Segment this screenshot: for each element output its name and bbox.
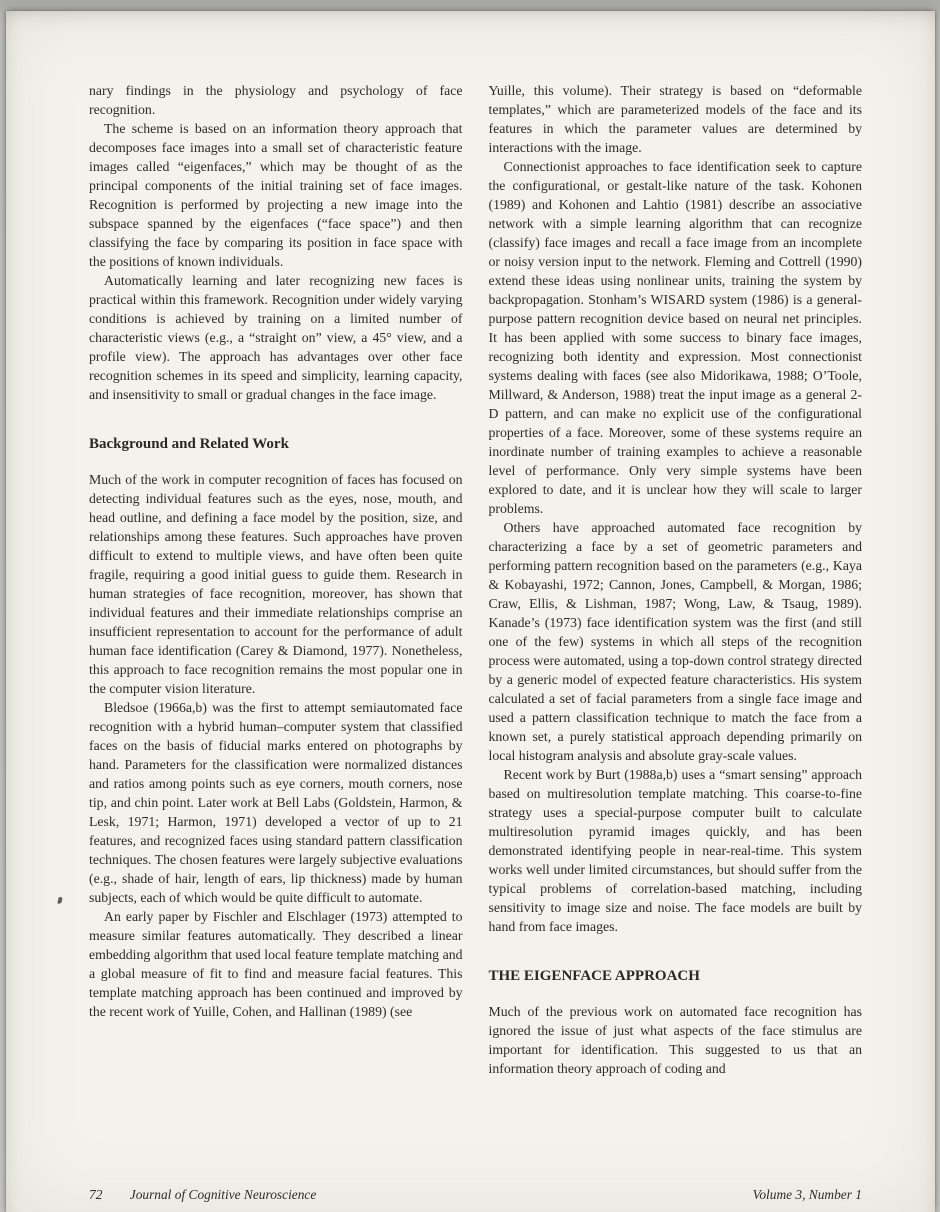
paragraph-bledsoe: Bledsoe (1966a,b) was the first to attempt semiautomated face recognition with a hybrid human–computer system that classified faces on the basis of fiducial marks entered on photographs by hand. Parameters for the classification were normalized distances and ratios among points such as eye corners, mouth corners, nose tip, and chin point. Later work at Bell Labs (Goldstein, Harmon, & Lesk, 1971; Harmon, 1971) developed a vector of up to 21 features, and recognized faces using standard pattern classification techniques. The chosen features were largely subjective evaluations (e.g., shade of hair, length of ears, lip thickness) made by human subjects, each of which would be quite difficult to automate. xyxy=(89,700,463,905)
page-footer xyxy=(89,1187,862,1203)
paragraph-continuation: nary findings in the physiology and psychology of face recognition. xyxy=(89,83,463,117)
text-columns xyxy=(89,81,862,1078)
paragraph-connectionist: Connectionist approaches to face identification seek to capture the configurational, or gestalt-like nature of the task. Kohonen (1989) and Kohonen and Lahtio (1981) describe an associative network with a simple learning algorithm that can recognize (classify) face images and recall a face image from an incomplete or noisy version input to the network. Fleming and Cottrell (1990) extend these ideas using nonlinear units, training the system by backpropagation. Stonham’s WISARD system (1986) is a general-purpose pattern recognition device based on neural net principles. It has been applied with some success to binary face images, recognizing both identity and expression. Most connectionist systems dealing with faces (see also Midorikawa, 1988; O’Toole, Millward, & Anderson, 1988) treat the input image as a general 2-D pattern, and can make no explicit use of the configurational properties of a face. Moreover, some of these systems require an inordinate number of training examples to achieve a reasonable level of performance. Only very simple systems have been explored to date, and it is unclear how they will scale to larger problems. xyxy=(488,159,862,516)
volume-info: Volume 3, Number 1 xyxy=(752,1187,862,1202)
paragraph-fischler: An early paper by Fischler and Elschlager (1973) attempted to measure similar features automatically. They described a linear embedding algorithm that used local feature template matching and a global measure of fit to find and measure facial features. This template matching approach has been continued and improved by the recent work of Yuille, Cohen, and Hallinan (1989) (see xyxy=(89,909,463,1019)
scan-artifact-speck xyxy=(57,897,62,905)
section-heading-eigenface-approach: THE EIGENFACE APPROACH xyxy=(488,968,700,984)
paragraph-scheme: The scheme is based on an information theory approach that decomposes face images into a small set of characteristic feature images called “eigenfaces,” which may be thought of as the principal components of the initial training set of face images. Recognition is performed by projecting a new image into the subspace spanned by the eigenfaces (“face space”) and then classifying the face by comparing its position in face space with the positions of known individuals. xyxy=(89,121,463,269)
paragraph-feature-detection: Much of the work in computer recognition of faces has focused on detecting individual features such as the eyes, nose, mouth, and head outline, and defining a face model by the position, size, and relationships among these features. Such approaches have proven difficult to extend to multiple views, and have often been quite fragile, requiring a good initial guess to guide them. Research in human strategies of face recognition, moreover, has shown that individual features and their immediate relationships comprise an insufficient representation to account for the performance of adult human face identification (Carey & Diamond, 1977). Nonetheless, this approach to face recognition remains the most popular one in the computer vision literature. xyxy=(89,472,463,696)
paragraph-burt-smart-sensing: Recent work by Burt (1988a,b) uses a “smart sensing” approach based on multiresolution template matching. This coarse-to-fine strategy uses a special-purpose computer built to calculate multiresolution pyramid images quickly, and has been demonstrated identifying people in near-real-time. This system works well under limited circumstances, but should suffer from the typical problems of correlation-based matching, including sensitivity to image size and noise. The face models are built by hand from face images. xyxy=(488,767,862,934)
paragraph-geometric-parameters: Others have approached automated face recognition by characterizing a face by a set of geometric parameters and performing pattern recognition based on the parameters (e.g., Kaya & Kobayashi, 1972; Cannon, Jones, Campbell, & Morgan, 1986; Craw, Ellis, & Lishman, 1987; Wong, Law, & Tsaug, 1989). Kanade’s (1973) face identification system was the first (and still one of the few) systems in which all steps of the recognition process were automated, using a top-down control strategy directed by a generic model of expected feature characteristics. His system calculated a set of facial parameters from a single face image and used a pattern classification technique to match the face from a known set, a purely statistical approach depending primarily on local histogram analysis and absolute gray-scale values. xyxy=(488,520,862,763)
page-paper xyxy=(6,11,935,1212)
paragraph-eigenface-intro: Much of the previous work on automated face recognition has ignored the issue of just what aspects of the face stimulus are important for identification. This suggested to us that an information theory approach of coding and xyxy=(488,1004,862,1076)
left-column xyxy=(89,81,463,1078)
journal-name: Journal of Cognitive Neuroscience xyxy=(129,1187,317,1202)
page-number: 72 xyxy=(89,1187,103,1202)
paragraph-learning: Automatically learning and later recognizing new faces is practical within this framework. Recognition under widely varying conditions is achieved by training on a limited number of characteristic views (e.g., a “straight on” view, a 45° view, and a profile view). The approach has advantages over other face recognition schemes in its speed and simplicity, learning capacity, and insensitivity to small or gradual changes in the face image. xyxy=(89,273,463,402)
footer-left xyxy=(89,1187,316,1203)
right-column xyxy=(489,81,863,1078)
paragraph-deformable-templates: Yuille, this volume). Their strategy is based on “deformable templates,” which are parameterized models of the face and its features in which the parameter values are determined by interactions with the image. xyxy=(488,83,862,155)
section-heading-background-related-work: Background and Related Work xyxy=(89,436,289,452)
